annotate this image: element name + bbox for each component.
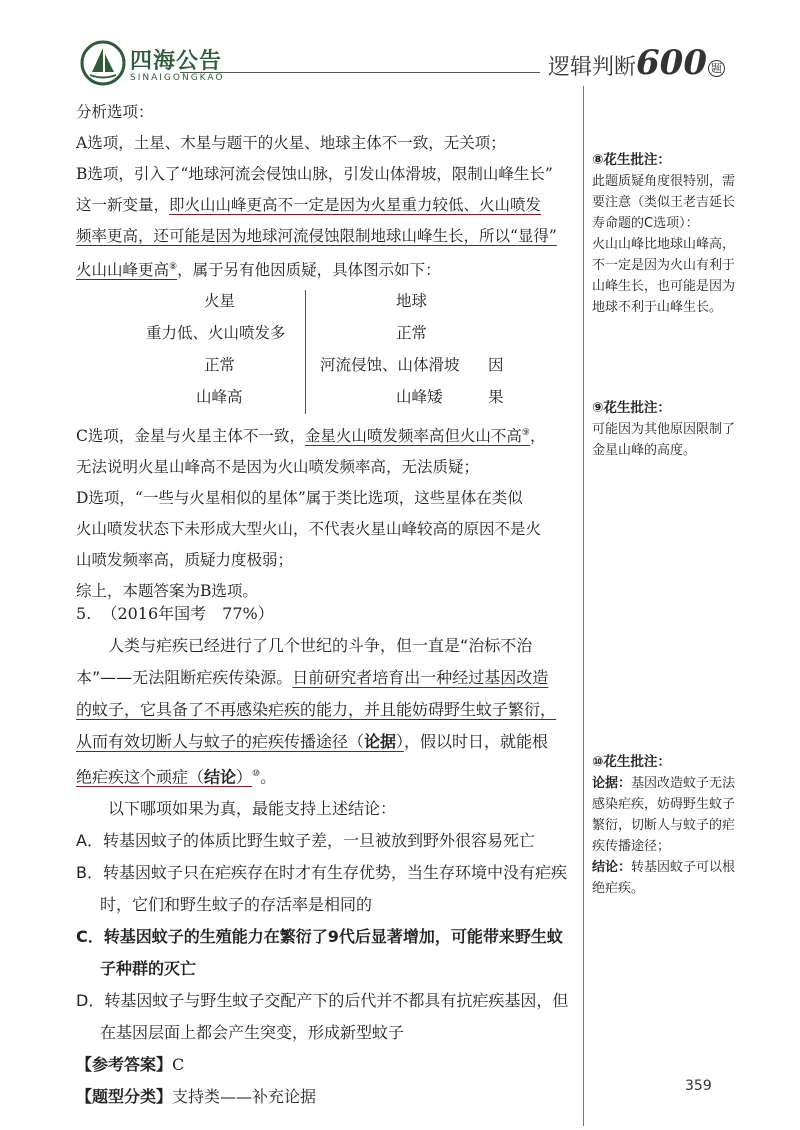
question-5 [76, 598, 576, 1113]
page-number: 359 [685, 1078, 712, 1094]
stem-line1: 人类与疟疾已经进行了几个世纪的斗争，但一直是“治标不治 [108, 636, 533, 655]
analysis-heading: 分析选项： [76, 103, 154, 121]
text-span: 金星火山喷发频率高但火山不高 [304, 427, 522, 446]
stem-line2 [76, 662, 576, 694]
note-marker-10: ⑩ [252, 769, 261, 779]
option-b-analysis-line1: B选项，引入了“地球河流会侵蚀山脉，引发山体滑坡，限制山峰生长” [76, 165, 553, 183]
page-header [0, 0, 800, 90]
underlined-text: 日前研究者培育出一种经过基因改造 [292, 668, 549, 687]
text-span: 本”——无法阻断疟疾传染源。 [76, 668, 293, 687]
note-9-title: ⑨花生批注： [592, 400, 671, 416]
book-title [548, 43, 725, 83]
note-10-argument-text: 基因改造蚊子无法感染疟疾，妨碍野生蚊子繁衍，切断人与蚊子的疟疾传播途径； [592, 776, 736, 854]
note-marker-8: ⑧ [169, 262, 178, 272]
diagram-effect-label: 果 [488, 388, 504, 407]
text-span: 这一新变量， [76, 196, 170, 214]
conclusion-label: 结论 [204, 767, 237, 787]
option-b-analysis-line4 [76, 252, 576, 286]
argument-label: 论据 [364, 732, 397, 751]
sidebar-note-10 [592, 752, 742, 899]
note-8-body-1: 此题质疑角度很特别，需要注意（类似王老吉延长寿命题的C选项）： [592, 174, 736, 231]
diagram-divider [305, 290, 306, 414]
type-value: 支持类——补充论据 [172, 1087, 317, 1107]
option-b-analysis-line3: 频率更高，还可能是因为地球河流侵蚀限制地球山峰生长，所以“显得” [76, 227, 557, 245]
option-d: D．转基因蚊子与野生蚊子交配产下的后代并不都具有抗疟疾基因，但在基因层面上都会产生突变，形成新型蚊子 [76, 991, 569, 1043]
text-span: 绝疟疾这个顽症（ [76, 767, 205, 787]
underlined-text [305, 427, 530, 445]
note-10-title: ⑩花生批注： [592, 754, 671, 770]
answer-line [76, 1049, 576, 1081]
cause-effect-diagram [76, 286, 576, 418]
note-marker-9: ⑨ [521, 428, 530, 439]
option-d-analysis-line3: 山喷发频率高，质疑力度极弱； [76, 551, 294, 570]
type-label: 【题型分类】 [76, 1087, 173, 1107]
option-c-analysis-line1 [76, 418, 576, 452]
diagram-right-head: 地球 [396, 292, 428, 311]
underlined-text [76, 767, 252, 786]
stem-line3: 的蚊子，它具备了不再感染疟疾的能力，并且能妨碍野生蚊子繁衍， [76, 700, 557, 719]
option-b-analysis-line2 [76, 190, 576, 221]
question-header [76, 598, 576, 630]
text-span: 火山山峰更高 [76, 261, 170, 280]
text-span: ） [396, 732, 405, 751]
question-source: （2016年国考 77%） [101, 604, 274, 623]
answer-label: 【参考答案】 [76, 1055, 173, 1075]
option-c-analysis-line2: 无法说明火星山峰高不是因为火山喷发频率高，无法质疑； [76, 458, 480, 477]
underlined-text [76, 732, 404, 751]
text-span: 。 [260, 767, 277, 787]
sidebar-note-9 [592, 398, 742, 461]
diagram-left-row2: 正常 [204, 356, 236, 375]
diagram-right-row1: 正常 [396, 324, 428, 343]
answer-value: C [172, 1055, 185, 1075]
book-title-text: 逻辑判断 [548, 55, 637, 80]
option-b: B．转基因蚊子只在疟疾存在时才有生存优势，当生存环境中没有疟疾时，它们和野生蚊子的存活率是相同的 [76, 863, 567, 915]
underlined-text [76, 261, 177, 279]
book-title-suffix: 题 [708, 60, 725, 77]
option-a: A．转基因蚊子的体质比野生蚊子差，一旦被放到野外很容易死亡 [76, 831, 535, 851]
diagram-left-head: 火星 [204, 292, 236, 311]
note-10-conclusion-text: 转基因蚊子可以根绝疟疾。 [592, 860, 736, 896]
text-span: C选项，金星与火星主体不一致， [76, 427, 305, 446]
option-a-analysis: A选项，土星、木星与题干的火星、地球主体不一致，无关项； [76, 134, 506, 152]
column-divider [583, 86, 584, 1126]
question-prompt: 以下哪项如果为真，最能支持上述结论： [108, 799, 397, 819]
question-number: 5. [76, 604, 92, 623]
note-9-body: 可能因为其他原因限制了金星山峰的高度。 [592, 422, 736, 458]
summary-line: 综上，本题答案为B选项。 [76, 582, 258, 601]
sidebar-note-8 [592, 150, 742, 318]
publisher-logo [80, 40, 225, 86]
note-10-argument-label: 论据： [592, 776, 632, 791]
diagram-cause-label: 因 [488, 356, 504, 375]
option-c: C．转基因蚊子的生殖能力在繁衍了9代后显著增加，可能带来野生蚊子种群的灭亡 [76, 927, 563, 979]
text-span: 从而有效切断人与蚊子的疟疾传播途径（ [76, 732, 365, 751]
sail-logo-icon [80, 40, 126, 86]
note-8-body-2: 火山山峰比地球山峰高，不一定是因为火山有利于山峰生长，也可能是因为地球不利于山峰生长。 [592, 237, 736, 315]
diagram-right-row2: 河流侵蚀、山体滑坡 [320, 356, 460, 375]
note-10-argument [592, 773, 742, 857]
analysis-section [76, 97, 576, 607]
note-8-title: ⑧花生批注： [592, 152, 671, 168]
text-span: ， [529, 427, 546, 446]
option-d-analysis-line1: D选项，“一些与火星相似的星体”属于类比选项，这些星体在类似 [76, 489, 523, 508]
logo-chinese-text: 四海公告 [130, 48, 223, 74]
option-d-analysis-line2: 火山喷发状态下未形成大型火山，不代表火星山峰较高的原因不是火 [76, 520, 542, 539]
note-10-conclusion [592, 857, 742, 899]
text-span: ，假以时日，就能根 [404, 732, 549, 751]
diagram-left-row3: 山峰高 [196, 388, 243, 407]
book-title-number: 600 [636, 43, 707, 83]
diagram-left-row1: 重力低、火山喷发多 [146, 324, 286, 343]
text-span: ，属于另有他因质疑，具体图示如下： [177, 261, 441, 280]
header-rule [180, 72, 540, 73]
stem-line4 [76, 726, 576, 758]
text-span: ） [236, 767, 253, 787]
diagram-right-row3: 山峰矮 [396, 388, 443, 407]
logo-english-text: SINAIGONGKAO [130, 72, 225, 83]
note-10-conclusion-label: 结论： [592, 860, 632, 875]
type-line [76, 1081, 576, 1113]
stem-line5 [76, 758, 576, 793]
underlined-text: 即火山山峰更高不一定是因为火星重力较低、火山喷发 [169, 196, 542, 214]
